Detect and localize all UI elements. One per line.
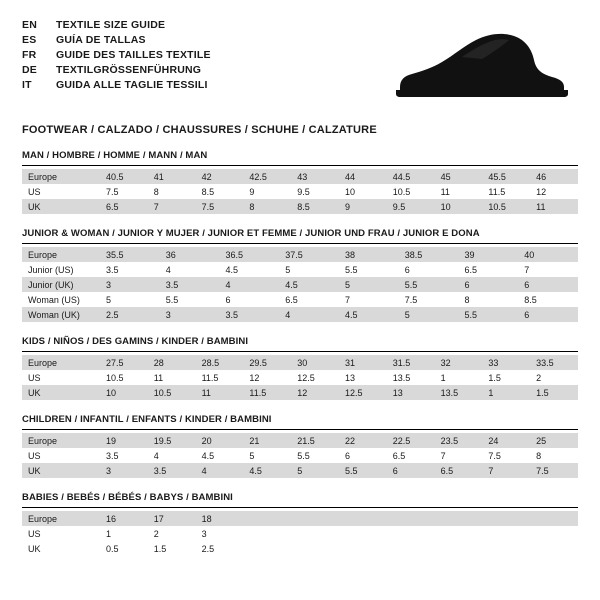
- cell: 3.5: [220, 307, 280, 322]
- cell: 3.5: [106, 450, 119, 461]
- cell: 31.5: [387, 355, 435, 370]
- cell: 5.5: [165, 294, 179, 305]
- cell: 6.5: [464, 264, 478, 275]
- language-title-list: [22, 18, 211, 93]
- cell: 7: [345, 294, 351, 305]
- cell: 3.5: [106, 264, 119, 275]
- cell: 5: [106, 294, 112, 305]
- table-row: [22, 247, 578, 262]
- row-label: UK: [22, 385, 100, 400]
- table-row: [22, 526, 578, 541]
- cell: 12: [249, 372, 260, 383]
- cell: 6: [459, 277, 519, 292]
- cell: 4.5: [225, 264, 239, 275]
- cell: 0.5: [106, 543, 119, 554]
- row-label: Junior (UK): [22, 277, 100, 292]
- size-table-kids: [22, 355, 578, 400]
- cell: 9: [339, 199, 387, 214]
- block-title: KIDS / NIÑOS / DES GAMINS / KINDER / BAMBINI: [22, 336, 249, 347]
- cell-empty: [243, 526, 578, 541]
- table-row: [22, 277, 578, 292]
- language-title: GUÍA DE TALLAS: [56, 34, 146, 46]
- cell: 7.5: [196, 199, 244, 214]
- cell: 6.5: [435, 463, 483, 478]
- cell: 5.5: [399, 277, 459, 292]
- table-row: [22, 541, 578, 556]
- cell: 6: [387, 463, 435, 478]
- cell: 33.5: [530, 355, 578, 370]
- cell: 5.5: [297, 450, 310, 461]
- cell: 10.5: [106, 372, 124, 383]
- table-row: [22, 184, 578, 199]
- cell: 42.5: [243, 169, 291, 184]
- row-label: Europe: [22, 355, 100, 370]
- cell: 12.5: [297, 372, 315, 383]
- cell: 6: [404, 264, 410, 275]
- cell: 11: [440, 186, 450, 197]
- cell: 4: [165, 264, 171, 275]
- cell: 5: [399, 307, 459, 322]
- cell: 12: [536, 186, 547, 197]
- language-row: [22, 48, 211, 63]
- cell: 28.5: [196, 355, 244, 370]
- size-table-children: [22, 433, 578, 478]
- table-row: [22, 370, 578, 385]
- cell: 6: [344, 450, 350, 461]
- row-label: UK: [22, 199, 100, 214]
- cell: 9.5: [387, 199, 435, 214]
- language-title: TEXTILE SIZE GUIDE: [56, 19, 166, 31]
- cell: 11: [530, 199, 578, 214]
- cell: 19: [100, 433, 148, 448]
- cell: 17: [148, 511, 196, 526]
- cell: 1: [482, 385, 530, 400]
- cell: 10: [100, 385, 148, 400]
- cell: 13: [387, 385, 435, 400]
- cell: 3: [201, 528, 207, 539]
- cell: 46: [530, 169, 578, 184]
- cell: 21.5: [291, 433, 339, 448]
- cell: 38: [339, 247, 399, 262]
- cell: 32: [435, 355, 483, 370]
- cell: 3: [160, 307, 220, 322]
- cell: 22: [339, 433, 387, 448]
- cell: 8.5: [201, 186, 215, 197]
- cell: 41: [148, 169, 196, 184]
- cell: 2.5: [201, 543, 215, 554]
- size-block-kids: [22, 336, 578, 400]
- cell: 40.5: [100, 169, 148, 184]
- cell: 23.5: [435, 433, 483, 448]
- cell: 9.5: [297, 186, 310, 197]
- language-code: DE: [22, 64, 37, 76]
- cell: 30: [291, 355, 339, 370]
- cell: 6: [518, 307, 578, 322]
- language-code: ES: [22, 34, 37, 46]
- cell: 44: [339, 169, 387, 184]
- cell: 8: [464, 294, 470, 305]
- cell: 5.5: [345, 264, 358, 275]
- cell: 45.5: [482, 169, 530, 184]
- table-row: [22, 169, 578, 184]
- cell: 8: [243, 199, 291, 214]
- row-label: US: [28, 372, 41, 383]
- size-table-junior-woman: [22, 247, 578, 322]
- block-title: MAN / HOMBRE / HOMME / MANN / MAN: [22, 150, 208, 161]
- cell: 4: [196, 463, 244, 478]
- cell: 4: [220, 277, 280, 292]
- cell: 5.5: [459, 307, 519, 322]
- language-row: [22, 63, 211, 78]
- cell: 10.5: [148, 385, 196, 400]
- cell: 3: [100, 277, 160, 292]
- row-label: UK: [28, 543, 41, 554]
- table-row: [22, 433, 578, 448]
- size-table-babies: [22, 511, 578, 556]
- cell: 11: [153, 372, 164, 383]
- table-row: [22, 463, 578, 478]
- cell: 4.5: [339, 307, 399, 322]
- cell: 10: [344, 186, 355, 197]
- cell: 6.5: [100, 199, 148, 214]
- cell: 6.5: [285, 294, 298, 305]
- row-label: UK: [22, 463, 100, 478]
- cell: 25: [530, 433, 578, 448]
- cell: 6: [225, 294, 231, 305]
- cell: 39: [459, 247, 519, 262]
- cell: 7: [482, 463, 530, 478]
- table-row: [22, 199, 578, 214]
- cell: 6.5: [392, 450, 406, 461]
- cell: 11.5: [243, 385, 291, 400]
- cell-empty: [243, 541, 578, 556]
- row-label: Woman (US): [28, 294, 80, 305]
- cell: 8.5: [524, 294, 537, 305]
- cell: 29.5: [243, 355, 291, 370]
- page-header: [22, 18, 578, 108]
- cell: 12.5: [339, 385, 387, 400]
- language-title: GUIDE DES TAILLES TEXTILE: [56, 49, 211, 61]
- cell: 10: [435, 199, 483, 214]
- row-label: Europe: [22, 169, 100, 184]
- cell: 22.5: [387, 433, 435, 448]
- cell: 13: [344, 372, 355, 383]
- cell: 11: [196, 385, 244, 400]
- cell: 1.5: [153, 543, 167, 554]
- row-label: US: [28, 528, 41, 539]
- language-row: [22, 78, 211, 93]
- cell: 33: [482, 355, 530, 370]
- cell: 3: [100, 463, 148, 478]
- cell-empty: [243, 511, 578, 526]
- cell: 8: [153, 186, 159, 197]
- row-label: US: [28, 186, 41, 197]
- size-block-man: [22, 150, 578, 214]
- row-label: Junior (US): [28, 264, 74, 275]
- cell: 2: [153, 528, 159, 539]
- size-block-babies: [22, 492, 578, 556]
- cell: 12: [291, 385, 339, 400]
- table-row: [22, 292, 578, 307]
- cell: 8: [536, 450, 542, 461]
- cell: 44.5: [387, 169, 435, 184]
- cell: 2: [536, 372, 542, 383]
- footwear-section-title: FOOTWEAR / CALZADO / CHAUSSURES / SCHUHE / CALZATURE: [22, 124, 377, 136]
- cell: 31: [339, 355, 387, 370]
- size-block-children: [22, 414, 578, 478]
- cell: 6: [518, 277, 578, 292]
- language-code: IT: [22, 79, 32, 91]
- cell: 4: [153, 450, 159, 461]
- cell: 5: [291, 463, 339, 478]
- cell: 19.5: [148, 433, 196, 448]
- block-title: BABIES / BEBÉS / BÉBÉS / BABYS / BAMBINI: [22, 492, 233, 503]
- language-title: GUIDA ALLE TAGLIE TESSILI: [56, 79, 208, 91]
- cell: 7.5: [404, 294, 418, 305]
- cell: 21: [243, 433, 291, 448]
- block-title: CHILDREN / INFANTIL / ENFANTS / KINDER / BAMBINI: [22, 414, 272, 425]
- table-row: [22, 355, 578, 370]
- cell: 37.5: [279, 247, 339, 262]
- dress-shoe-icon: [392, 30, 572, 102]
- cell: 35.5: [100, 247, 160, 262]
- cell: 8.5: [291, 199, 339, 214]
- cell: 16: [100, 511, 148, 526]
- table-row: [22, 511, 578, 526]
- cell: 4: [279, 307, 339, 322]
- cell: 11.5: [201, 372, 219, 383]
- cell: 18: [196, 511, 244, 526]
- cell: 7: [524, 264, 530, 275]
- cell: 10.5: [392, 186, 411, 197]
- row-label: Europe: [22, 247, 100, 262]
- cell: 1: [440, 372, 446, 383]
- cell: 10.5: [482, 199, 530, 214]
- cell: 4.5: [201, 450, 215, 461]
- cell: 13.5: [392, 372, 411, 383]
- row-label: Europe: [22, 433, 100, 448]
- cell: 9: [249, 186, 255, 197]
- language-row: [22, 18, 211, 33]
- cell: 27.5: [100, 355, 148, 370]
- table-row: [22, 262, 578, 277]
- language-title: TEXTILGRÖSSENFÜHRUNG: [56, 64, 202, 76]
- cell: 5: [339, 277, 399, 292]
- cell: 36.5: [220, 247, 280, 262]
- cell: 11.5: [488, 186, 506, 197]
- cell: 1.5: [530, 385, 578, 400]
- cell: 40: [518, 247, 578, 262]
- cell: 3.5: [148, 463, 196, 478]
- language-row: [22, 33, 211, 48]
- size-table-man: [22, 169, 578, 214]
- cell: 7: [440, 450, 446, 461]
- block-title: JUNIOR & WOMAN / JUNIOR Y MUJER / JUNIOR ET FEMME / JUNIOR UND FRAU / JUNIOR E DONA: [22, 228, 480, 239]
- row-label: Europe: [22, 511, 100, 526]
- cell: 5.5: [339, 463, 387, 478]
- language-code: EN: [22, 19, 37, 31]
- cell: 7.5: [106, 186, 119, 197]
- table-row: [22, 307, 578, 322]
- cell: 1: [106, 528, 112, 539]
- cell: 1.5: [488, 372, 501, 383]
- cell: 4.5: [279, 277, 339, 292]
- cell: 2.5: [100, 307, 160, 322]
- table-row: [22, 385, 578, 400]
- row-label: Woman (UK): [22, 307, 100, 322]
- row-label: US: [28, 450, 41, 461]
- language-code: FR: [22, 49, 37, 61]
- cell: 42: [196, 169, 244, 184]
- cell: 7: [148, 199, 196, 214]
- cell: 5: [249, 450, 255, 461]
- cell: 5: [285, 264, 291, 275]
- cell: 45: [435, 169, 483, 184]
- cell: 36: [160, 247, 220, 262]
- size-block-junior-woman: [22, 228, 578, 322]
- cell: 43: [291, 169, 339, 184]
- language-title-list-body: [22, 18, 211, 93]
- cell: 13.5: [435, 385, 483, 400]
- cell: 3.5: [160, 277, 220, 292]
- cell: 28: [148, 355, 196, 370]
- cell: 20: [196, 433, 244, 448]
- cell: 7.5: [530, 463, 578, 478]
- cell: 7.5: [488, 450, 501, 461]
- cell: 38.5: [399, 247, 459, 262]
- cell: 4.5: [243, 463, 291, 478]
- cell: 24: [482, 433, 530, 448]
- table-row: [22, 448, 578, 463]
